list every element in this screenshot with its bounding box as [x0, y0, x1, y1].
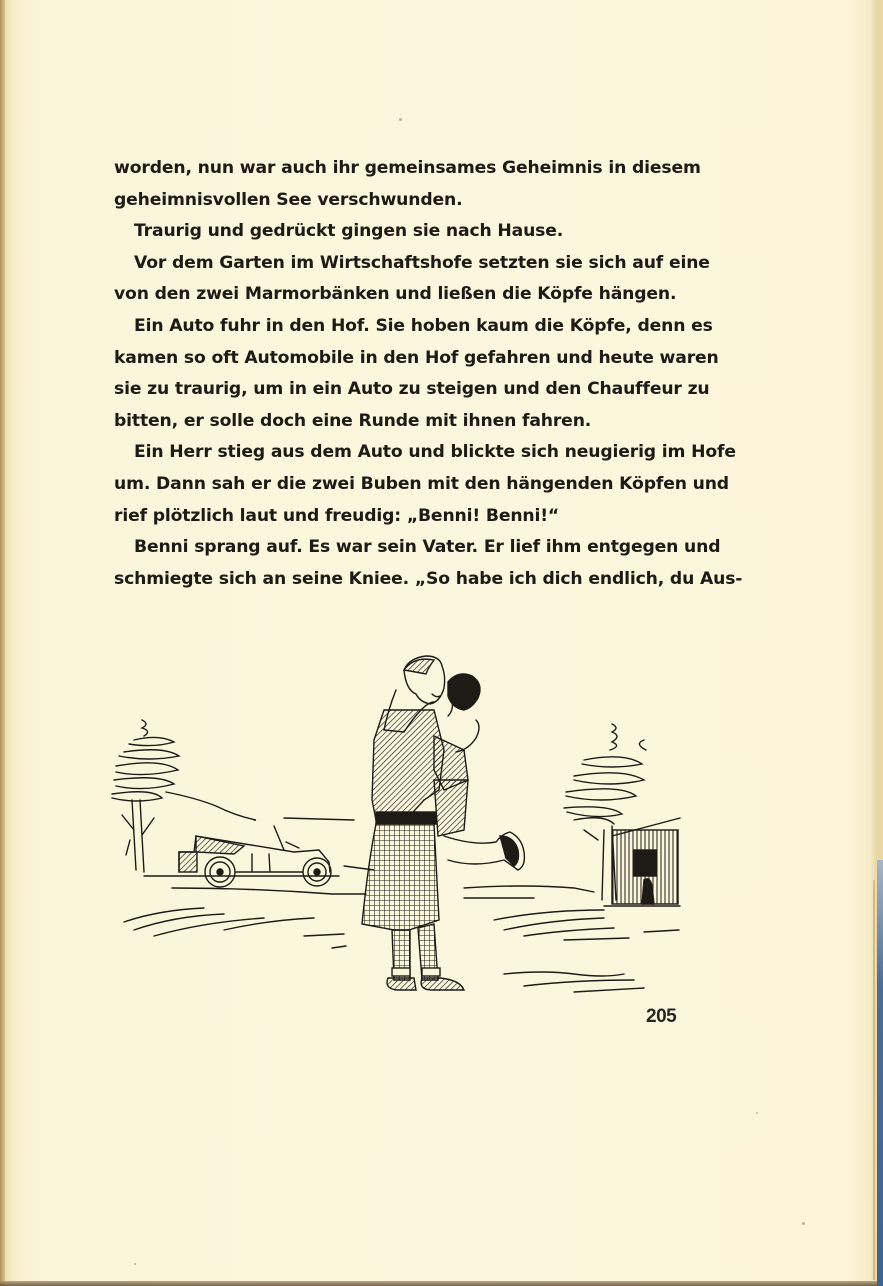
text-line: kamen so oft Automobile in den Hof gefahren und heute waren [114, 347, 719, 368]
tree-left [112, 720, 179, 872]
text-line: bitten, er solle doch eine Runde mit ihnen fahren. [114, 410, 592, 431]
paper-speck [399, 118, 402, 121]
text-line: sie zu traurig, um in ein Auto zu steigen und den Chauffeur zu [114, 379, 710, 400]
text-line: Benni sprang auf. Es war sein Vater. Er lief ihm entgegen und [134, 537, 721, 558]
paper-speck [756, 1112, 758, 1114]
text-line: um. Dann sah er die zwei Buben mit den hängenden Köpfen und [114, 473, 729, 494]
text-line: rief plötzlich laut und freudig: „Benni! Benni!“ [114, 505, 560, 526]
shed [604, 818, 680, 906]
text-line: von den zwei Marmorbänken und ließen die Köpfe hängen. [114, 284, 677, 305]
touring-car [179, 826, 331, 887]
paper-speck [134, 1263, 136, 1265]
page-bottom-edge [0, 1281, 877, 1286]
text-line: Ein Herr stieg aus dem Auto und blickte sich neugierig im Hofe [134, 442, 736, 463]
text-line: geheimnisvollen See verschwunden. [114, 189, 463, 210]
text-line: worden, nun war auch ihr gemeinsames Geheimnis in diesem [114, 158, 701, 178]
text-line: schmiegte sich an seine Kniee. „So habe ich dich endlich, du Aus- [114, 568, 743, 589]
paper-speck [802, 1222, 805, 1225]
page-number: 205 [646, 1006, 677, 1027]
page-gutter-shadow [0, 0, 5, 1286]
page-edge-line [873, 880, 875, 1280]
illustration-father-hugging-son [104, 640, 694, 1000]
text-line: Vor dem Garten im Wirtschaftshofe setzten sie sich auf eine [134, 252, 710, 273]
text-line: Ein Auto fuhr in den Hof. Sie hoben kaum die Köpfe, denn es [134, 315, 713, 336]
text-line: Traurig und gedrückt gingen sie nach Hause. [134, 221, 564, 242]
book-cover-edge [877, 860, 883, 1286]
body-text [114, 153, 743, 595]
man-hugging-boy [362, 656, 524, 990]
